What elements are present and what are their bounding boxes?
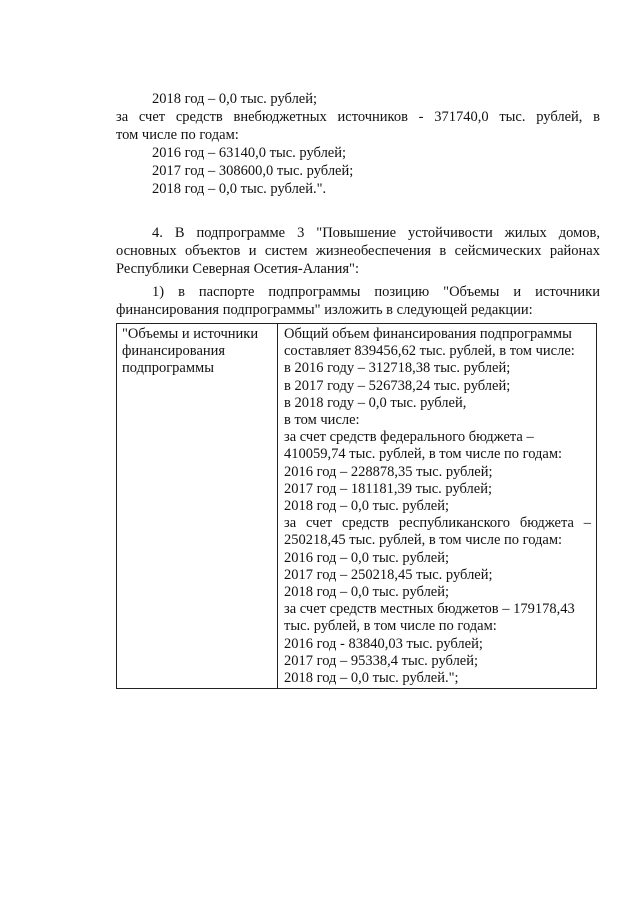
- right-cell-line: в 2017 году – 526738,24 тыс. рублей;: [284, 377, 511, 394]
- right-cell-line: 2016 год – 0,0 тыс. рублей;: [284, 549, 450, 566]
- intro-line-6: 2018 год – 0,0 тыс. рублей.".: [152, 181, 327, 197]
- right-cell-line: 250218,45 тыс. рублей, в том числе по годам:: [284, 532, 563, 549]
- right-cell-line: в том числе:: [284, 412, 360, 429]
- intro-line-1: 2018 год – 0,0 тыс. рублей;: [152, 91, 318, 107]
- right-cell-line: за счет средств республиканского бюджета –: [284, 515, 591, 532]
- item1-line-1: 1) в паспорте подпрограммы позицию "Объемы и источники: [152, 284, 600, 300]
- right-cell-line: 2018 год – 0,0 тыс. рублей;: [284, 584, 450, 601]
- right-cell-line: 2016 год - 83840,03 тыс. рублей;: [284, 635, 483, 652]
- section4-line-1: 4. В подпрограмме 3 "Повышение устойчивости жилых домов,: [152, 225, 600, 241]
- right-cell-line: 2018 год – 0,0 тыс. рублей;: [284, 498, 450, 515]
- intro-line-4: 2016 год – 63140,0 тыс. рублей;: [152, 145, 347, 161]
- financing-table: [116, 323, 597, 689]
- right-cell-line: за счет средств местных бюджетов – 179178,43: [284, 601, 575, 618]
- position-name-cell: [117, 324, 278, 689]
- right-cell-line: 2017 год – 95338,4 тыс. рублей;: [284, 652, 479, 669]
- right-cell-line: 410059,74 тыс. рублей, в том числе по годам:: [284, 446, 563, 463]
- right-cell-line: Общий объем финансирования подпрограммы: [284, 326, 572, 342]
- section4-line-2: основных объектов и систем жизнеобеспечения в сейсмических районах: [116, 243, 600, 259]
- item1-line-2: финансирования подпрограммы" изложить в следующей редакции:: [116, 302, 533, 318]
- right-cell-line: 2017 год – 181181,39 тыс. рублей;: [284, 480, 492, 497]
- section4-line-3: Республики Северная Осетия-Алания":: [116, 261, 359, 277]
- right-cell-line: 2017 год – 250218,45 тыс. рублей;: [284, 566, 493, 583]
- intro-line-5: 2017 год – 308600,0 тыс. рублей;: [152, 163, 354, 179]
- left-cell-line: "Объемы и источники: [122, 326, 259, 342]
- intro-line-2: за счет средств внебюджетных источников - 371740,0 тыс. рублей, в: [116, 109, 600, 125]
- right-cell-line: в 2018 году – 0,0 тыс. рублей,: [284, 394, 467, 411]
- right-cell-line: за счет средств федерального бюджета –: [284, 429, 534, 446]
- right-cell-line: в 2016 году – 312718,38 тыс. рублей;: [284, 360, 511, 377]
- left-cell-line: финансирования: [122, 343, 226, 360]
- intro-line-3: том числе по годам:: [116, 127, 239, 143]
- right-cell-line: 2016 год – 228878,35 тыс. рублей;: [284, 463, 493, 480]
- right-cell-line: 2018 год – 0,0 тыс. рублей.";: [284, 670, 459, 687]
- left-cell-line: подпрограммы: [122, 360, 214, 377]
- right-cell-line: составляет 839456,62 тыс. рублей, в том числе:: [284, 343, 575, 360]
- right-cell-line: тыс. рублей, в том числе по годам:: [284, 618, 497, 635]
- table-row: [117, 324, 597, 689]
- position-value-cell: [278, 324, 597, 689]
